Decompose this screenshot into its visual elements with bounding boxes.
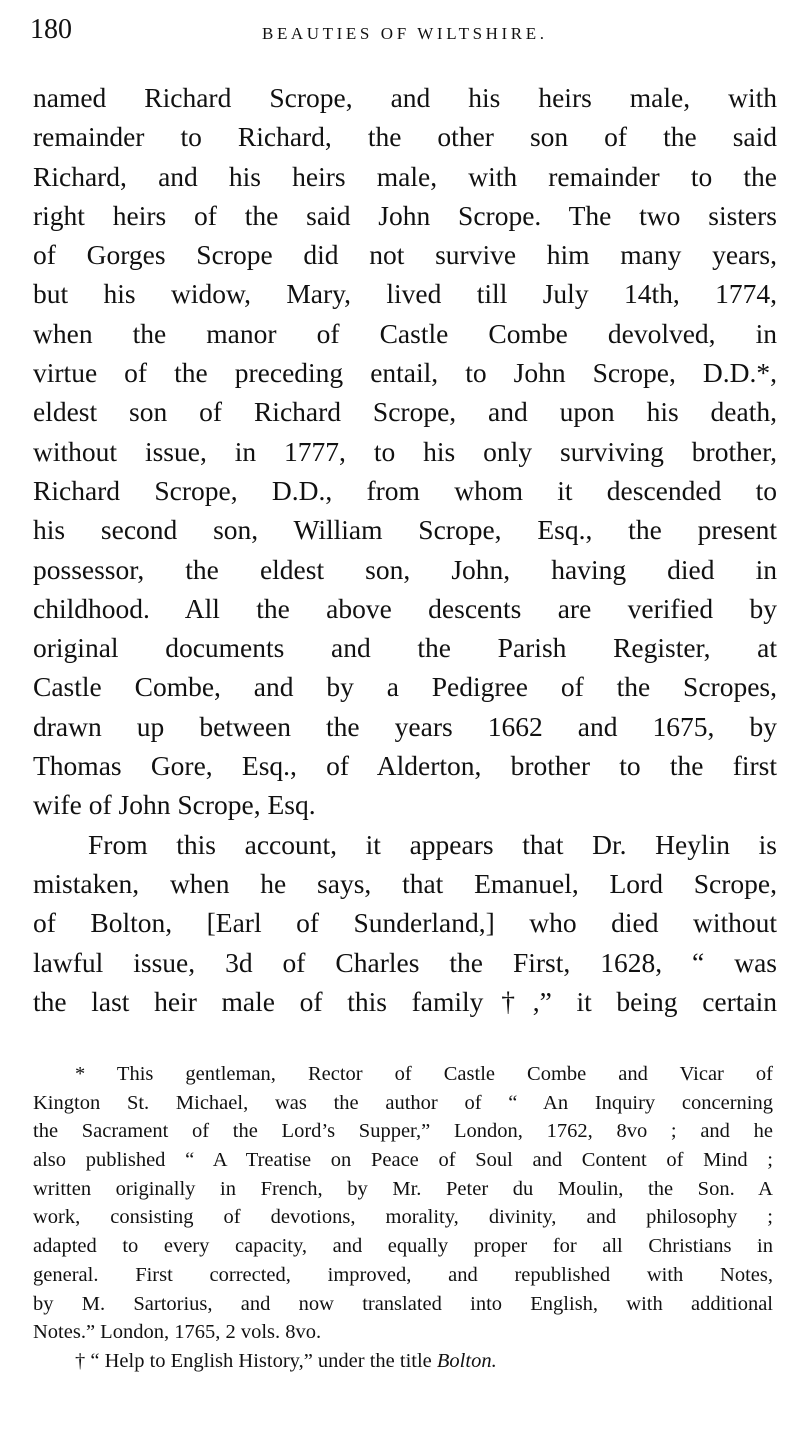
body-line: mistaken, when he says, that Emanuel, Lord Scrope, [33, 867, 777, 899]
footnote-dagger-title: Bolton. [436, 1349, 497, 1372]
footnotes [33, 1060, 773, 1376]
footnote-line: Kington St. Michael, was the author of “ An Inquiry concerning [33, 1091, 773, 1114]
body-line: right heirs of the said John Scrope. The two sisters [33, 199, 777, 231]
footnote-line: general. First corrected, improved, and republished with Notes, [33, 1263, 773, 1286]
body-text [33, 78, 777, 1021]
footnote-line: adapted to every capacity, and equally proper for all Christians in [33, 1235, 773, 1258]
footnote-line: * This gentleman, Rector of Castle Combe and Vicar of [75, 1063, 773, 1085]
body-line: without issue, in 1777, to his only surviving brother, [33, 435, 777, 467]
footnote-dagger [33, 1347, 773, 1376]
running-title: BEAUTIES OF WILTSHIRE. [262, 24, 548, 43]
body-line: when the manor of Castle Combe devolved, in [33, 317, 777, 349]
footnote-line: written originally in French, by Mr. Peter du Moulin, the Son. A [33, 1177, 773, 1200]
body-line: remainder to Richard, the other son of the said [33, 121, 777, 153]
body-line: of Bolton, [Earl of Sunderland,] who died without [33, 907, 777, 939]
body-line: named Richard Scrope, and his heirs male, with [33, 82, 777, 113]
body-line: original documents and the Parish Register, at [33, 632, 777, 664]
footnote-line: work, consisting of devotions, morality, divinity, and philosophy ; [33, 1206, 773, 1229]
body-line: childhood. All the above descents are verified by [33, 592, 777, 624]
footnote-line: Notes.” London, 1765, 2 vols. 8vo. [33, 1321, 322, 1344]
body-line: Thomas Gore, Esq., of Alderton, brother to the first [33, 750, 777, 782]
body-line: eldest son of Richard Scrope, and upon his death, [33, 396, 777, 428]
body-line: the last heir male of this family†,” it being certain [33, 985, 777, 1017]
page-number: 180 [30, 14, 72, 45]
body-line: Richard, and his heirs male, with remainder to the [33, 160, 777, 192]
body-line: drawn up between the years 1662 and 1675, by [33, 710, 777, 742]
body-line: but his widow, Mary, lived till July 14th, 1774, [33, 278, 777, 310]
body-line: virtue of the preceding entail, to John Scrope, D.D.*, [33, 357, 777, 389]
footnote-line: also published “ A Treatise on Peace of Soul and Content of Mind ; [33, 1149, 773, 1172]
footnote-line: by M. Sartorius, and now translated into English, with additional [33, 1292, 773, 1315]
footnote-dagger-text: † “ Help to English History,” under the title [75, 1349, 437, 1372]
body-line: Castle Combe, and by a Pedigree of the Scropes, [33, 671, 777, 703]
footnote-line: the Sacrament of the Lord’s Supper,” London, 1762, 8vo ; and he [33, 1120, 773, 1143]
body-line: of Gorges Scrope did not survive him many years, [33, 239, 777, 271]
body-line: his second son, William Scrope, Esq., the present [33, 514, 777, 546]
body-line: possessor, the eldest son, John, having died in [33, 553, 777, 585]
body-line: wife of John Scrope, Esq. [33, 789, 316, 821]
body-line: From this account, it appears that Dr. Heylin is [88, 828, 777, 860]
body-line: Richard Scrope, D.D., from whom it descended to [33, 474, 777, 506]
body-line: lawful issue, 3d of Charles the First, 1628, “ was [33, 946, 777, 978]
